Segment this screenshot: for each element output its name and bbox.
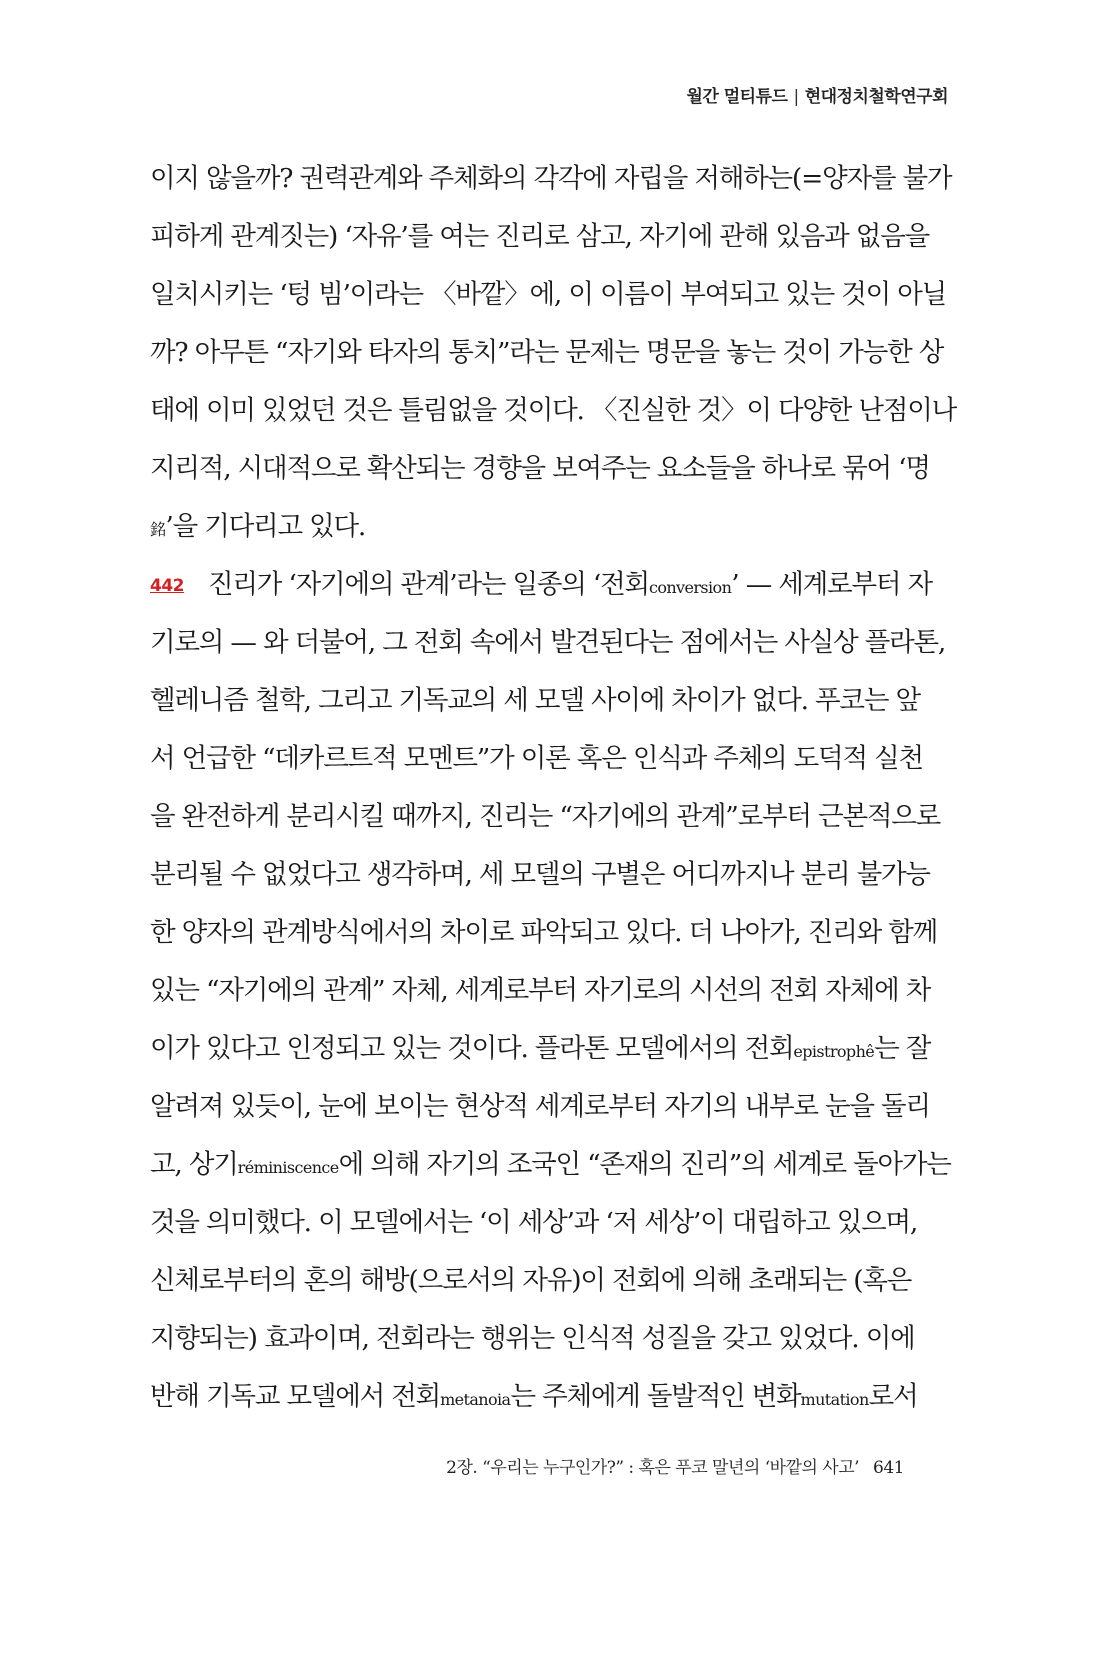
foreign-term: réminiscence xyxy=(237,1158,339,1177)
text-run: 는 잘 xyxy=(874,1033,931,1064)
text-line: 일치시키는 ‘텅 빔’이라는 〈바깥〉에, 이 이름이 부여되고 있는 것이 아닐 xyxy=(150,279,947,310)
text-line: 기로의 — 와 더불어, 그 전회 속에서 발견된다는 점에서는 사실상 플라톤, xyxy=(150,627,946,658)
text-line xyxy=(150,1020,931,1078)
text-line: 까? 아무튼 “자기와 타자의 통치”라는 문제는 명문을 놓는 것이 가능한 상 xyxy=(150,337,944,368)
text-line: 지향되는) 효과이며, 전회라는 행위는 인식적 성질을 갖고 있었다. 이에 xyxy=(150,1323,915,1354)
text-line: 피하게 관계짓는) ‘자유’를 여는 진리로 삼고, 자기에 관해 있음과 없음을 xyxy=(150,221,929,252)
text-line xyxy=(150,1368,918,1426)
text-run: 반해 기독교 모델에서 전회 xyxy=(150,1381,441,1412)
page-number: 641 xyxy=(873,1458,904,1478)
text-line: 헬레니즘 철학, 그리고 기독교의 세 모델 사이에 차이가 없다. 푸코는 앞 xyxy=(150,685,920,716)
text-line xyxy=(150,498,902,556)
text-line: 알려져 있듯이, 눈에 보이는 현상적 세계로부터 자기의 내부로 눈을 돌리 xyxy=(150,1091,930,1122)
journal-title: 월간 멀티튜드 xyxy=(686,87,788,107)
foreign-term: metanoia xyxy=(440,1390,511,1409)
text-run: 로서 xyxy=(868,1381,918,1412)
text-run: 는 주체에게 돌발적인 변화 xyxy=(510,1381,801,1412)
text-line: 분리될 수 없었다고 생각하며, 세 모델의 구별은 어디까지나 분리 불가능 xyxy=(150,859,930,890)
text-line: 이지 않을까? 권력관계와 주체화의 각각에 자립을 저해하는(=양자를 불가 xyxy=(150,163,952,194)
foreign-term: mutation xyxy=(800,1390,869,1409)
text-line: 것을 의미했다. 이 모델에서는 ‘이 세상’과 ‘저 세상’이 대립하고 있으며, xyxy=(150,1207,918,1238)
text-line xyxy=(150,1136,951,1194)
text-line: 지리적, 시대적으로 확산되는 경향을 보여주는 요소들을 하나로 묶어 ‘명 xyxy=(150,453,930,484)
text-run: 고, 상기 xyxy=(150,1149,238,1180)
foreign-term: epistrophê xyxy=(793,1042,875,1061)
text-line: 태에 이미 있었던 것은 틀림없을 것이다. 〈진실한 것〉이 다양한 난점이나 xyxy=(150,395,957,426)
body-text xyxy=(150,150,957,1426)
header-separator: | xyxy=(793,87,799,107)
text-run: ’을 기다리고 있다. xyxy=(165,511,366,542)
running-header xyxy=(687,82,949,107)
paragraph-number: 442 xyxy=(150,576,184,596)
text-line: 한 양자의 관계방식에서의 차이로 파악되고 있다. 더 나아가, 진리와 함께 xyxy=(150,917,938,948)
text-line: 서 언급한 “데카르트적 모멘트”가 이론 혹은 인식과 주체의 도덕적 실천 xyxy=(150,743,923,774)
text-run: ’ — 세계로부터 자 xyxy=(731,569,932,600)
text-line: 을 완전하게 분리시킬 때까지, 진리는 “자기에의 관계”로부터 근본적으로 xyxy=(150,801,941,832)
text-line: 있는 “자기에의 관계” 자체, 세계로부터 자기로의 시선의 전회 자체에 차 xyxy=(150,975,931,1006)
foreign-term: conversion xyxy=(648,578,732,597)
text-run: 이가 있다고 인정되고 있는 것이다. 플라톤 모델에서의 전회 xyxy=(150,1033,794,1064)
hanja-gloss: 銘 xyxy=(150,520,166,539)
running-footer xyxy=(446,1453,904,1478)
chapter-title: 2장. “우리는 누구인가?” : 혹은 푸코 말년의 ‘바깥의 사고’ xyxy=(446,1458,860,1478)
text-line xyxy=(150,556,932,614)
organization-name: 현대정치철학연구회 xyxy=(804,87,948,107)
text-line: 신체로부터의 혼의 해방(으로서의 자유)이 전회에 의해 초래되는 (혹은 xyxy=(150,1265,912,1296)
text-run: 진리가 ‘자기에의 관계’라는 일종의 ‘전회 xyxy=(208,569,649,600)
text-run: 에 의해 자기의 조국인 “존재의 진리”의 세계로 돌아가는 xyxy=(338,1149,951,1180)
